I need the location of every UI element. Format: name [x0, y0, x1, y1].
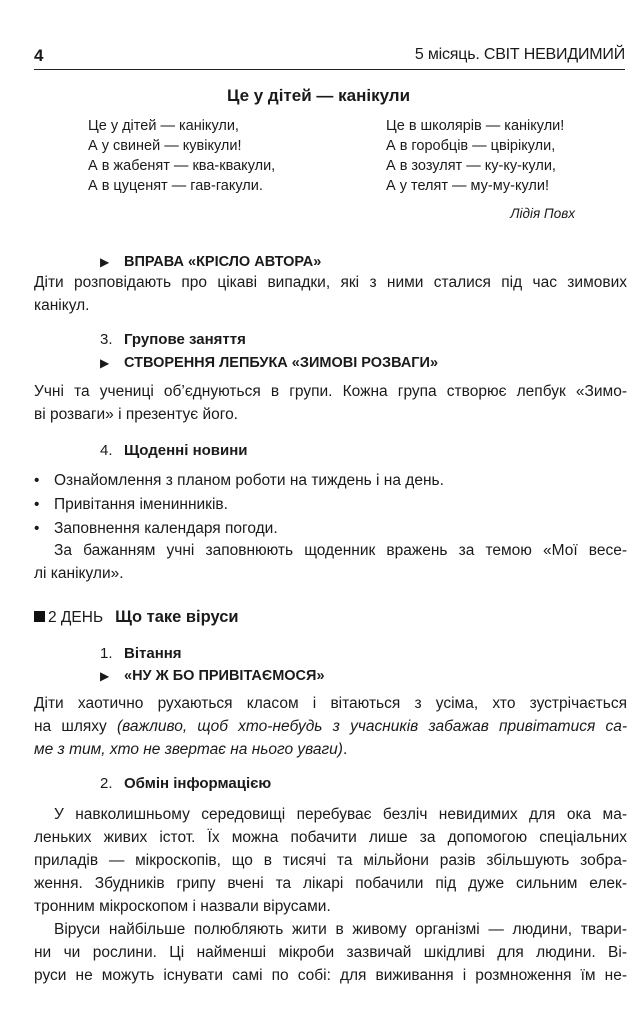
section-item-2: 2. Обмін інформацією	[100, 775, 272, 792]
section-label: Щоденні новини	[124, 442, 248, 459]
paragraph-line: леньких живих істот. Їх можна побачити лише за допомогою спеціальних	[34, 829, 627, 846]
poem-line: Це у дітей — канікули,	[88, 118, 239, 134]
section-label: Вітання	[124, 645, 182, 662]
paragraph-line: У навколишньому середовищі перебуває безліч невидимих для ока ма-	[54, 806, 627, 823]
paragraph-line: на шляху (важливо, щоб хто-небудь з учасників забажав привітатися са-	[34, 718, 627, 735]
triangle-bullet-icon: ▶	[100, 255, 110, 269]
poem-title: Це у дітей — канікули	[226, 86, 411, 105]
section-item-4: 4. Щоденні новини	[100, 442, 248, 459]
list-item: • Заповнення календаря погоди.	[34, 520, 278, 537]
paragraph-line: ме з тим, хто не звертає на нього уваги).	[34, 741, 348, 758]
day-title: Що таке віруси	[115, 608, 239, 626]
paragraph-line: Діти розповідають про цікаві випадки, які з ними сталися під час зимових	[34, 274, 627, 291]
paragraph-line: ни чи рослини. Ці найменші мікроби зазвичай шкідливі для людини. Ві-	[34, 944, 627, 961]
section-label: Обмін інформацією	[124, 775, 272, 792]
page-number: 4	[34, 46, 44, 65]
bullet-dot-icon: •	[34, 496, 40, 513]
exercise-heading: ▶ ВПРАВА «КРІСЛО АВТОРА»	[100, 254, 322, 270]
paragraph-line: приладів — мікроскопів, що в тисячі та мільйони разів збільшують зобра-	[34, 852, 627, 869]
paragraph-line: ві розваги» і презентує його.	[34, 406, 238, 423]
exercise-heading: ▶ СТВОРЕННЯ ЛЕПБУКА «ЗИМОВІ РОЗВАГИ»	[100, 355, 439, 371]
poem-line: А в цуценят — гав-гакули.	[88, 178, 263, 194]
paragraph-line: Діти хаотично рухаються класом і вітаються з усіма, хто зустрічається	[34, 695, 627, 712]
section-item-3: 3. Групове заняття	[100, 331, 246, 348]
poem-line: А у свиней — кувікули!	[88, 138, 242, 154]
header-rule	[34, 69, 625, 70]
paragraph-line: За бажанням учні заповнюють щоденник вражень за темою «Мої весе-	[54, 542, 627, 559]
bullet-dot-icon: •	[34, 520, 40, 537]
section-item-1: 1. Вітання	[100, 645, 182, 662]
paragraph-line: лі канікули».	[34, 565, 124, 582]
paragraph-line: Учні та учениці об’єднуються в групи. Кожна група створює лепбук «Зимо-	[34, 383, 627, 400]
list-item: • Привітання іменинників.	[34, 496, 228, 513]
poem-line: А у телят — му-му-кули!	[386, 178, 549, 194]
poem-line: А в горобців — цвірікули,	[386, 138, 556, 154]
poem-line: Це в школярів — канікули!	[386, 118, 565, 134]
paragraph-line: тронним мікроскопом і назвали вірусами.	[34, 898, 331, 915]
list-item: • Ознайомлення з планом роботи на тиждень і на день.	[34, 472, 444, 489]
square-marker-icon	[34, 611, 45, 622]
paragraph-line: Віруси найбільше полюбляють жити в живому організмі — людини, твари-	[54, 921, 627, 938]
bullet-dot-icon: •	[34, 472, 40, 489]
poem-left-stanza	[88, 116, 275, 196]
triangle-bullet-icon: ▶	[100, 669, 110, 683]
running-title: 5 місяць. СВІТ НЕВИДИМИЙ	[414, 46, 625, 63]
paragraph-line: канікул.	[34, 297, 90, 314]
paragraph-line: руси не можуть існувати самі по собі: для виживання і розмноження їм не-	[34, 967, 627, 984]
poem-line: А в жабенят — ква-квакули,	[88, 158, 276, 174]
running-header	[34, 44, 625, 70]
exercise-heading: ▶ «НУ Ж БО ПРИВІТАЄМОСЯ»	[100, 668, 325, 684]
day-heading	[34, 608, 239, 627]
section-label: Групове заняття	[124, 331, 246, 348]
poem-author: Лідія Повх	[510, 206, 575, 221]
paragraph-line: ження. Збудників грипу вчені та лікарі побачили під дуже сильним елек-	[34, 875, 627, 892]
triangle-bullet-icon: ▶	[100, 356, 110, 370]
poem-line: А в зозулят — ку-ку-кули,	[386, 158, 556, 174]
poem-right-stanza	[386, 116, 564, 196]
day-label: 2 ДЕНЬ	[48, 609, 104, 626]
